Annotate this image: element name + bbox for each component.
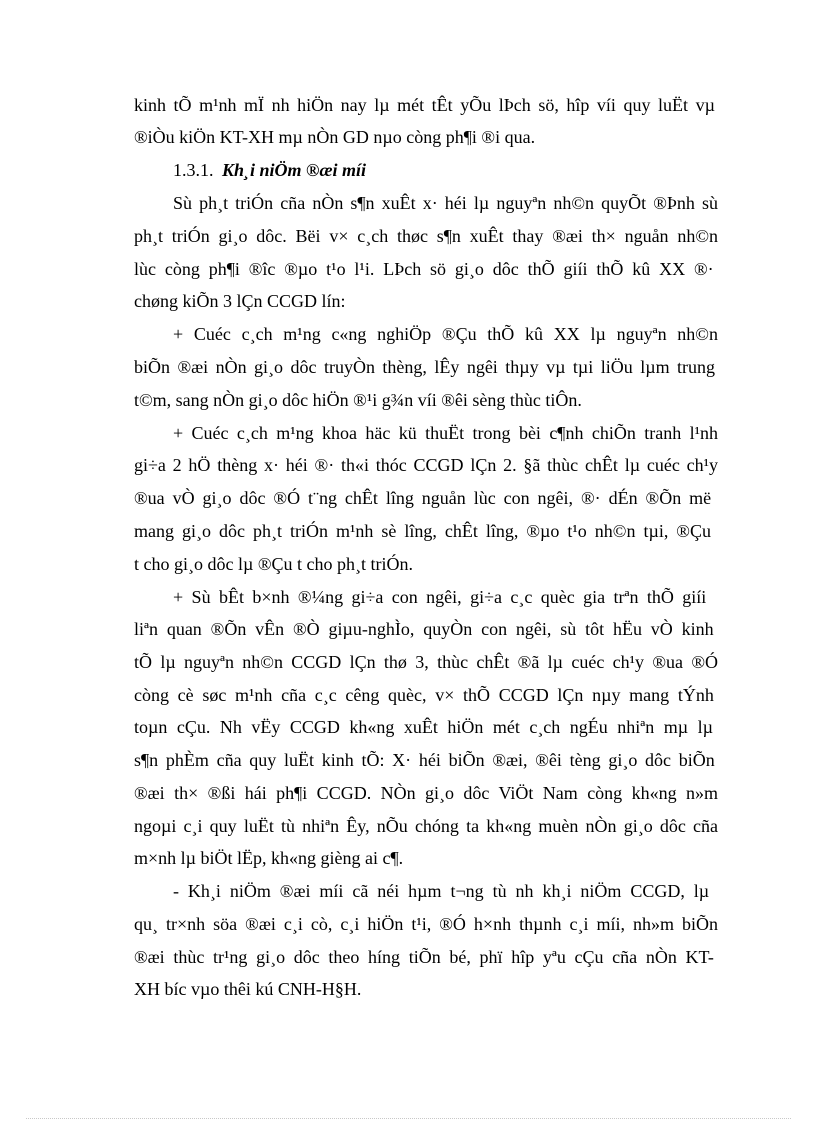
section-title: Kh¸i niÖm ®æi míi (222, 160, 366, 180)
line-text: gi÷a 2 hÖ thèng x· héi ®· th«i thóc CCGD lÇn 2. §ã thùc chÊt lµ cuéc ch¹y (134, 455, 718, 475)
line-text: Sù ph¸t triÓn cña nÒn s¶n xuÊt x· héi lµ nguyªn nh©n quyÕt ®Þnh sù (173, 193, 718, 213)
line-text: liªn quan ®Õn vÊn ®Ò giµu-nghÌo, quyÒn con ngêi, sù tôt hËu vÒ kinh (134, 619, 714, 639)
section-number: 1.3.1. (173, 160, 214, 180)
line-text: + Sù bÊt b×nh ®¼ng gi÷a con ngêi, gi÷a c¸c quèc gia trªn thÕ giíi (173, 587, 707, 607)
line-text: tÕ lµ nguyªn nh©n CCGD lÇn thø 3, thùc chÊt ®ã lµ cuéc ch¹y ®ua ®Ó (134, 652, 718, 672)
line-text: toµn cÇu. Nh vËy CCGD kh«ng xuÊt hiÖn mét c¸ch ngÉu nhiªn mµ lµ (134, 717, 713, 737)
page-bottom-border (26, 1118, 791, 1119)
line-text: biÕn ®æi nÒn gi¸o dôc truyÒn thèng, lÊy ngêi thµy vµ tµi liÖu lµm trung (134, 357, 716, 377)
line-text: t©m, sang nÒn gi¸o dôc hiÖn ®¹i g¾n víi ®êi sèng thùc tiÔn. (134, 390, 582, 410)
line-text: lùc còng ph¶i ®îc ®µo t¹o l¹i. LÞch sö gi¸o dôc thÕ giíi thÕ kû XX ®· (134, 259, 714, 279)
line-text: ®ua vÒ gi¸o dôc ®Ó t¨ng chÊt lîng nguån lùc con ngêi, ®· dÉn ®Õn më (134, 488, 712, 508)
line-text: ®iÒu kiÖn KT-XH mµ nÒn GD nµo còng ph¶i ®i qua. (134, 127, 536, 147)
line-text: - Kh¸i niÖm ®æi míi cã néi hµm t¬ng tù nh kh¸i niÖm CCGD, lµ (173, 881, 710, 901)
line-text: s¶n phÈm cña quy luËt kinh tÕ: X· héi biÕn ®æi, ®êi tèng gi¸o dôc biÕn (134, 750, 715, 770)
line-text: kinh tÕ m¹nh mÏ nh hiÖn nay lµ mét tÊt yÕu lÞch sö, hîp víi quy luËt vµ (134, 95, 715, 115)
line-text: ph¸t triÓn gi¸o dôc. Bëi v× c¸ch thøc s¶n xuÊt thay ®æi th× nguån nh©n (134, 226, 718, 246)
line-text: ngoµi c¸i quy luËt tù nhiªn Êy, nÕu chóng ta kh«ng muèn nÒn gi¸o dôc cña (134, 816, 718, 836)
line-text: m×nh lµ biÖt lËp, kh«ng gièng ai c¶. (134, 848, 404, 868)
line-text: ®æi th× ®ßi hái ph¶i CCGD. NÒn gi¸o dôc ViÖt Nam còng kh«ng n»m (134, 783, 718, 803)
line-text: qu¸ tr×nh söa ®æi c¸i cò, c¸i hiÖn t¹i, ®Ó h×nh thµnh c¸i míi, nh»m biÕn (134, 914, 718, 934)
line-text: XH bíc vµo thêi kú CNH-H§H. (134, 979, 362, 999)
line-text: ®æi thùc tr¹ng gi¸o dôc theo híng tiÕn bé, phï hîp yªu cÇu cña nÒn KT- (134, 947, 714, 967)
line-text: + Cuéc c¸ch m¹ng khoa häc kü thuËt trong bèi c¶nh chiÕn tranh l¹nh (173, 423, 718, 443)
line-text: mang gi¸o dôc ph¸t triÓn m¹nh sè lîng, chÊt lîng, ®µo t¹o nh©n tµi, ®Çu (134, 521, 711, 541)
line-text: còng cè søc m¹nh cña c¸c cêng quèc, v× thÕ CCGD lÇn nµy mang tÝnh (134, 685, 714, 705)
line-text: t cho gi¸o dôc lµ ®Çu t cho ph¸t triÓn. (134, 554, 414, 574)
line-text: + Cuéc c¸ch m¹ng c«ng nghiÖp ®Çu thÕ kû XX lµ nguyªn nh©n (173, 324, 718, 344)
line-text: chøng kiÕn 3 lÇn CCGD lín: (134, 291, 346, 311)
